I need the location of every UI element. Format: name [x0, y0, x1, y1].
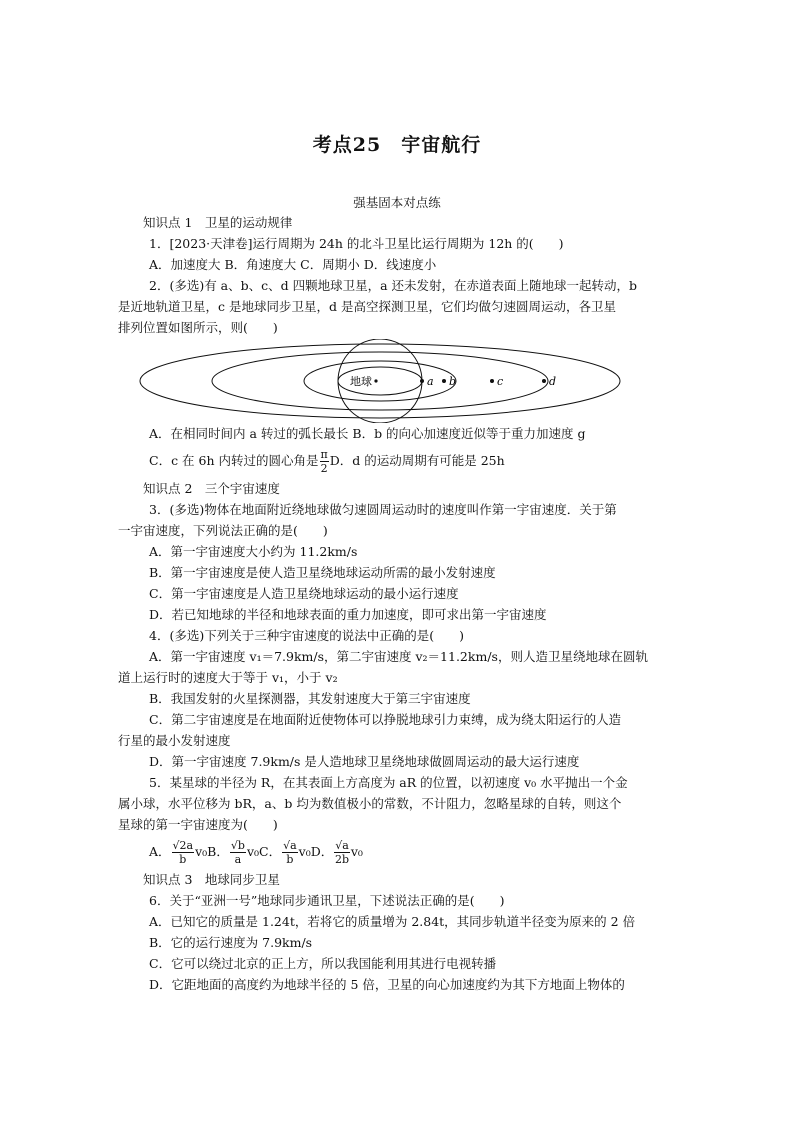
- satellite-b: [442, 379, 446, 383]
- q4-option-d: D．第一宇宙速度 7.9km/s 是人造地球卫星绕地球做圆周运动的最大运行速度: [149, 754, 580, 769]
- satellite-c: [490, 379, 494, 383]
- q5-stem-line-2: 属小球，水平位移为 bR，a、b 均为数值极小的常数，不计阻力，忽略星球的自转，则这个: [118, 796, 622, 811]
- fraction-numerator: √a: [335, 839, 349, 852]
- label-d: d: [549, 375, 557, 388]
- satellite-a: [420, 379, 424, 383]
- q4-option-c-line-2: 行星的最小发射速度: [118, 733, 231, 748]
- q5-option-d-fraction: [334, 839, 350, 866]
- q6-option-b: B．它的运行速度为 7.9km/s: [149, 935, 313, 950]
- q6-option-a: A．已知它的质量是 1.24t，若将它的质量增为 2.84t，其同步轨道半径变为原来的 2 倍: [149, 914, 636, 929]
- q4-option-a-line-1: A．第一宇宙速度 v₁＝7.9km/s，第二宇宙速度 v₂＝11.2km/s，则人造卫星绕地球在圆轨: [149, 649, 648, 664]
- q5-stem-line-3: 星球的第一宇宙速度为( ): [118, 817, 278, 832]
- question-list: [118, 212, 678, 995]
- q2-option-c-text: C．c 在 6h 内转过的圆心角是: [149, 453, 319, 468]
- q4-option-b: B．我国发射的火星探测器，其发射速度大于第三宇宙速度: [149, 691, 471, 706]
- fraction-denominator: 2b: [335, 853, 350, 866]
- fraction-numerator: √a: [283, 839, 297, 852]
- orbit-figure: [118, 339, 678, 423]
- q2-stem-line-2: 是近地轨道卫星，c 是地球同步卫星，d 是高空探测卫星，它们均做匀速圆周运动，各卫星: [118, 299, 616, 314]
- fraction-denominator: a: [234, 853, 242, 866]
- q6-stem: 6．关于“亚洲一号”地球同步通讯卫星，下述说法正确的是( ): [149, 893, 505, 908]
- section-heading-1: 知识点 1 卫星的运动规律: [143, 215, 293, 230]
- q5-option-b-label: v₀B．: [195, 844, 229, 859]
- q3-stem-line-1: 3．(多选)物体在地面附近绕地球做匀速圆周运动时的速度叫作第一宇宙速度．关于第: [149, 502, 617, 517]
- satellite-d: [542, 379, 546, 383]
- q5-option-c-fraction: [282, 839, 298, 866]
- q2-stem-line-3: 排列位置如图所示，则( ): [118, 320, 278, 335]
- q1-options: A．加速度大 B．角速度大 C．周期小 D．线速度小: [149, 257, 437, 272]
- q2-options-ab: A．在相同时间内 a 转过的弧长最长 B．b 的向心加速度近似等于重力加速度 g: [149, 426, 586, 441]
- q5-option-b-fraction: [230, 839, 246, 866]
- q4-option-c-line-1: C．第二宇宙速度是在地面附近使物体可以挣脱地球引力束缚，成为绕太阳运行的人造: [149, 712, 622, 727]
- label-b: b: [449, 375, 457, 388]
- q4-stem: 4．(多选)下列关于三种宇宙速度的说法中正确的是( ): [149, 628, 464, 643]
- q3-stem-line-2: 一宇宙速度，下列说法正确的是( ): [118, 523, 328, 538]
- fraction-denominator: b: [286, 853, 294, 866]
- section-heading-2: 知识点 2 三个宇宙速度: [143, 481, 280, 496]
- q5-option-tail: v₀: [350, 844, 363, 859]
- fraction-denominator: b: [179, 853, 187, 866]
- q5-stem-line-1: 5．某星球的半径为 R，在其表面上方高度为 aR 的位置，以初速度 v₀ 水平抛出一个金: [149, 775, 628, 790]
- q5-options: [118, 835, 678, 869]
- q2-stem-line-1: 2．(多选)有 a、b、c、d 四颗地球卫星，a 还未发射，在赤道表面上随地球一起转动，b: [149, 278, 638, 293]
- q5-option-d-label: v₀D．: [298, 844, 334, 859]
- q2-option-d-text: D．d 的运动周期有可能是 25h: [329, 453, 505, 468]
- q3-option-d: D．若已知地球的半径和地球表面的重力加速度，即可求出第一宇宙速度: [149, 607, 547, 622]
- page-title: 考点25 宇宙航行: [312, 134, 482, 156]
- section-heading-3: 知识点 3 地球同步卫星: [143, 872, 280, 887]
- fraction-numerator: π: [320, 448, 328, 461]
- q2-options-cd: [118, 444, 678, 478]
- fraction-numerator: √2a: [172, 839, 194, 852]
- q3-option-c: C．第一宇宙速度是人造卫星绕地球运动的最小运行速度: [149, 586, 459, 601]
- q2-option-c-fraction: [320, 448, 329, 475]
- q5-option-c-label: v₀C．: [246, 844, 282, 859]
- label-c: c: [497, 375, 504, 388]
- q6-option-d: D．它距地面的高度约为地球半径的 5 倍，卫星的向心加速度约为其下方地面上物体的: [149, 977, 625, 992]
- q1-stem: 1．[2023·天津卷]运行周期为 24h 的北斗卫星比运行周期为 12h 的( ): [149, 236, 564, 251]
- q4-option-a-line-2: 道上运行时的速度大于等于 v₁，小于 v₂: [118, 670, 338, 685]
- page-subtitle: 强基固本对点练: [353, 195, 441, 210]
- q5-option-a-label: A．: [149, 844, 171, 859]
- q6-option-c: C．它可以绕过北京的正上方，所以我国能利用其进行电视转播: [149, 956, 497, 971]
- q5-option-a-fraction: [172, 839, 195, 866]
- fraction-denominator: 2: [320, 462, 328, 475]
- label-a: a: [427, 375, 434, 388]
- q3-option-b: B．第一宇宙速度是使人造卫星绕地球运动所需的最小发射速度: [149, 565, 496, 580]
- earth-center-dot: [374, 379, 377, 382]
- fraction-numerator: √b: [230, 839, 245, 852]
- earth-label: 地球: [350, 375, 372, 388]
- q3-option-a: A．第一宇宙速度大小约为 11.2km/s: [149, 544, 358, 559]
- orbit-diagram: [118, 339, 678, 423]
